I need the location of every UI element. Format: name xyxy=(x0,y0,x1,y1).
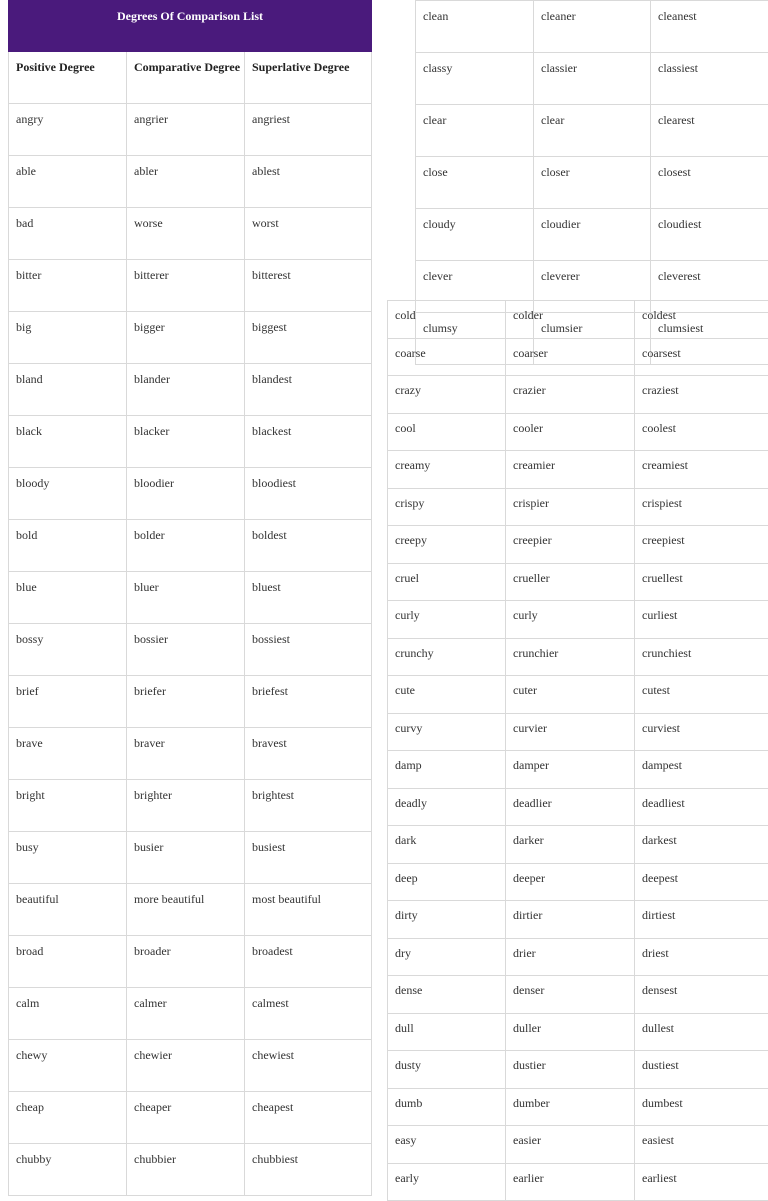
cell-positive: chubby xyxy=(9,1144,127,1196)
cell-comparative: cleverer xyxy=(534,261,651,313)
cell-superlative: coldest xyxy=(635,301,768,339)
table-row xyxy=(388,788,768,826)
cell-superlative: brightest xyxy=(245,780,372,832)
cell-comparative: curly xyxy=(506,601,635,639)
cell-comparative: bigger xyxy=(127,312,245,364)
cell-positive: bland xyxy=(9,364,127,416)
cell-positive: chewy xyxy=(9,1040,127,1092)
cell-comparative: clumsier xyxy=(534,313,651,365)
cell-positive: bossy xyxy=(9,624,127,676)
header-comparative: Comparative Degree xyxy=(127,52,245,104)
table-row xyxy=(9,468,372,520)
cell-comparative: clear xyxy=(534,105,651,157)
table-row xyxy=(9,832,372,884)
table-row xyxy=(9,104,372,156)
cell-superlative: crispiest xyxy=(635,488,768,526)
table-body-left xyxy=(9,104,372,1196)
cell-comparative: drier xyxy=(506,938,635,976)
cell-superlative: cleanest xyxy=(651,1,768,53)
table-row xyxy=(9,1040,372,1092)
cell-positive: clever xyxy=(416,261,534,313)
cell-comparative: brighter xyxy=(127,780,245,832)
table-body-right-bottom xyxy=(388,301,768,1201)
cell-superlative: bloodiest xyxy=(245,468,372,520)
cell-superlative: densest xyxy=(635,976,768,1014)
table-row xyxy=(9,572,372,624)
cell-comparative: crispier xyxy=(506,488,635,526)
cell-superlative: deepest xyxy=(635,863,768,901)
table-row xyxy=(388,826,768,864)
cell-comparative: blander xyxy=(127,364,245,416)
cell-comparative: denser xyxy=(506,976,635,1014)
cell-positive: early xyxy=(388,1163,506,1201)
title-row xyxy=(9,1,372,52)
cell-superlative: boldest xyxy=(245,520,372,572)
cell-positive: black xyxy=(9,416,127,468)
table-row xyxy=(388,751,768,789)
table-row xyxy=(416,209,768,261)
table-row xyxy=(388,638,768,676)
cell-positive: crispy xyxy=(388,488,506,526)
table-row xyxy=(388,1051,768,1089)
table-row xyxy=(416,105,768,157)
cell-superlative: cheapest xyxy=(245,1092,372,1144)
cell-superlative: easiest xyxy=(635,1126,768,1164)
cell-positive: cute xyxy=(388,676,506,714)
cell-superlative: ablest xyxy=(245,156,372,208)
cell-positive: crunchy xyxy=(388,638,506,676)
cell-comparative: bossier xyxy=(127,624,245,676)
cell-positive: crazy xyxy=(388,376,506,414)
cell-superlative: dampest xyxy=(635,751,768,789)
cell-superlative: biggest xyxy=(245,312,372,364)
table-row xyxy=(388,526,768,564)
cell-superlative: craziest xyxy=(635,376,768,414)
table-row xyxy=(388,713,768,751)
cell-positive: curvy xyxy=(388,713,506,751)
cell-superlative: cutest xyxy=(635,676,768,714)
cell-comparative: more beautiful xyxy=(127,884,245,936)
table-row xyxy=(388,1126,768,1164)
cell-positive: cloudy xyxy=(416,209,534,261)
table-row xyxy=(9,988,372,1040)
cell-comparative: dumber xyxy=(506,1088,635,1126)
cell-positive: cold xyxy=(388,301,506,339)
cell-superlative: dumbest xyxy=(635,1088,768,1126)
table-row xyxy=(388,676,768,714)
cell-comparative: dirtier xyxy=(506,901,635,939)
cell-positive: curly xyxy=(388,601,506,639)
cell-positive: easy xyxy=(388,1126,506,1164)
table-row xyxy=(416,53,768,105)
cell-positive: dumb xyxy=(388,1088,506,1126)
cell-positive: cruel xyxy=(388,563,506,601)
table-row xyxy=(388,376,768,414)
cell-superlative: dustiest xyxy=(635,1051,768,1089)
cell-positive: blue xyxy=(9,572,127,624)
cell-comparative: cooler xyxy=(506,413,635,451)
cell-comparative: abler xyxy=(127,156,245,208)
cell-superlative: cloudiest xyxy=(651,209,768,261)
header-superlative: Superlative Degree xyxy=(245,52,372,104)
cell-positive: creepy xyxy=(388,526,506,564)
cell-positive: clean xyxy=(416,1,534,53)
cell-superlative: curviest xyxy=(635,713,768,751)
cell-superlative: angriest xyxy=(245,104,372,156)
cell-positive: brief xyxy=(9,676,127,728)
cell-positive: able xyxy=(9,156,127,208)
cell-superlative: cleverest xyxy=(651,261,768,313)
cell-comparative: bolder xyxy=(127,520,245,572)
table-row xyxy=(388,1088,768,1126)
table-row xyxy=(9,728,372,780)
table-row xyxy=(9,936,372,988)
cell-positive: dusty xyxy=(388,1051,506,1089)
table-row xyxy=(388,601,768,639)
cell-comparative: darker xyxy=(506,826,635,864)
cell-positive: beautiful xyxy=(9,884,127,936)
table-row xyxy=(9,416,372,468)
table-row xyxy=(388,301,768,339)
cell-superlative: creepiest xyxy=(635,526,768,564)
cell-superlative: coarsest xyxy=(635,338,768,376)
table-row xyxy=(9,624,372,676)
cell-superlative: dullest xyxy=(635,1013,768,1051)
cell-comparative: chewier xyxy=(127,1040,245,1092)
cell-positive: bright xyxy=(9,780,127,832)
cell-comparative: briefer xyxy=(127,676,245,728)
cell-superlative: classiest xyxy=(651,53,768,105)
cell-comparative: curvier xyxy=(506,713,635,751)
cell-positive: bold xyxy=(9,520,127,572)
cell-superlative: bossiest xyxy=(245,624,372,676)
table-row xyxy=(388,451,768,489)
cell-positive: big xyxy=(9,312,127,364)
table-row xyxy=(9,208,372,260)
table-row xyxy=(388,1163,768,1201)
cell-superlative: coolest xyxy=(635,413,768,451)
cell-superlative: darkest xyxy=(635,826,768,864)
cell-positive: cheap xyxy=(9,1092,127,1144)
cell-positive: bitter xyxy=(9,260,127,312)
cell-superlative: busiest xyxy=(245,832,372,884)
cell-superlative: cruellest xyxy=(635,563,768,601)
header-positive: Positive Degree xyxy=(9,52,127,104)
table-row xyxy=(388,563,768,601)
table-row xyxy=(388,413,768,451)
cell-superlative: chubbiest xyxy=(245,1144,372,1196)
cell-comparative: cleaner xyxy=(534,1,651,53)
cell-superlative: bravest xyxy=(245,728,372,780)
cell-positive: dry xyxy=(388,938,506,976)
cell-positive: bloody xyxy=(9,468,127,520)
cell-superlative: deadliest xyxy=(635,788,768,826)
table-row xyxy=(9,884,372,936)
cell-comparative: creamier xyxy=(506,451,635,489)
cell-comparative: duller xyxy=(506,1013,635,1051)
cell-superlative: briefest xyxy=(245,676,372,728)
table-row xyxy=(388,938,768,976)
cell-comparative: coarser xyxy=(506,338,635,376)
cell-comparative: easier xyxy=(506,1126,635,1164)
cell-comparative: colder xyxy=(506,301,635,339)
cell-comparative: classier xyxy=(534,53,651,105)
cell-positive: busy xyxy=(9,832,127,884)
comparison-table-right-bottom xyxy=(387,300,768,1201)
table-row xyxy=(9,364,372,416)
cell-comparative: crueller xyxy=(506,563,635,601)
cell-positive: broad xyxy=(9,936,127,988)
cell-superlative: earliest xyxy=(635,1163,768,1201)
cell-comparative: chubbier xyxy=(127,1144,245,1196)
cell-positive: dirty xyxy=(388,901,506,939)
cell-superlative: bitterest xyxy=(245,260,372,312)
header-row xyxy=(9,52,372,104)
cell-superlative: creamiest xyxy=(635,451,768,489)
table-title: Degrees Of Comparison List xyxy=(9,1,372,52)
cell-superlative: blackest xyxy=(245,416,372,468)
table-row xyxy=(388,863,768,901)
cell-comparative: worse xyxy=(127,208,245,260)
cell-positive: clumsy xyxy=(416,313,534,365)
table-row xyxy=(9,1144,372,1196)
cell-comparative: earlier xyxy=(506,1163,635,1201)
table-row xyxy=(9,780,372,832)
cell-comparative: cuter xyxy=(506,676,635,714)
table-row xyxy=(388,976,768,1014)
cell-superlative: clearest xyxy=(651,105,768,157)
cell-comparative: deeper xyxy=(506,863,635,901)
table-row xyxy=(388,488,768,526)
table-row xyxy=(9,312,372,364)
cell-comparative: busier xyxy=(127,832,245,884)
cell-superlative: broadest xyxy=(245,936,372,988)
table-row xyxy=(388,1013,768,1051)
table-row xyxy=(9,676,372,728)
cell-positive: calm xyxy=(9,988,127,1040)
cell-positive: classy xyxy=(416,53,534,105)
cell-comparative: closer xyxy=(534,157,651,209)
cell-superlative: worst xyxy=(245,208,372,260)
cell-positive: coarse xyxy=(388,338,506,376)
cell-comparative: crunchier xyxy=(506,638,635,676)
cell-superlative: blandest xyxy=(245,364,372,416)
cell-superlative: calmest xyxy=(245,988,372,1040)
cell-superlative: driest xyxy=(635,938,768,976)
cell-superlative: curliest xyxy=(635,601,768,639)
cell-comparative: braver xyxy=(127,728,245,780)
table-row xyxy=(9,520,372,572)
cell-superlative: clumsiest xyxy=(651,313,768,365)
cell-comparative: bluer xyxy=(127,572,245,624)
cell-positive: angry xyxy=(9,104,127,156)
cell-superlative: bluest xyxy=(245,572,372,624)
cell-positive: deadly xyxy=(388,788,506,826)
cell-positive: dull xyxy=(388,1013,506,1051)
cell-comparative: bitterer xyxy=(127,260,245,312)
cell-positive: deep xyxy=(388,863,506,901)
cell-positive: clear xyxy=(416,105,534,157)
table-row xyxy=(9,260,372,312)
cell-positive: creamy xyxy=(388,451,506,489)
cell-superlative: most beautiful xyxy=(245,884,372,936)
cell-positive: dark xyxy=(388,826,506,864)
cell-comparative: bloodier xyxy=(127,468,245,520)
cell-superlative: crunchiest xyxy=(635,638,768,676)
cell-comparative: angrier xyxy=(127,104,245,156)
cell-comparative: damper xyxy=(506,751,635,789)
cell-positive: close xyxy=(416,157,534,209)
cell-comparative: cheaper xyxy=(127,1092,245,1144)
cell-comparative: broader xyxy=(127,936,245,988)
cell-superlative: dirtiest xyxy=(635,901,768,939)
table-row xyxy=(416,157,768,209)
table-row xyxy=(388,901,768,939)
cell-comparative: calmer xyxy=(127,988,245,1040)
cell-comparative: creepier xyxy=(506,526,635,564)
cell-positive: dense xyxy=(388,976,506,1014)
table-row xyxy=(9,1092,372,1144)
cell-comparative: blacker xyxy=(127,416,245,468)
cell-comparative: deadlier xyxy=(506,788,635,826)
cell-positive: brave xyxy=(9,728,127,780)
table-row xyxy=(9,156,372,208)
cell-superlative: chewiest xyxy=(245,1040,372,1092)
cell-superlative: closest xyxy=(651,157,768,209)
cell-comparative: cloudier xyxy=(534,209,651,261)
cell-comparative: dustier xyxy=(506,1051,635,1089)
cell-positive: bad xyxy=(9,208,127,260)
table-row xyxy=(388,338,768,376)
cell-positive: damp xyxy=(388,751,506,789)
comparison-table-left xyxy=(8,0,372,1196)
cell-positive: cool xyxy=(388,413,506,451)
cell-comparative: crazier xyxy=(506,376,635,414)
table-row xyxy=(416,1,768,53)
